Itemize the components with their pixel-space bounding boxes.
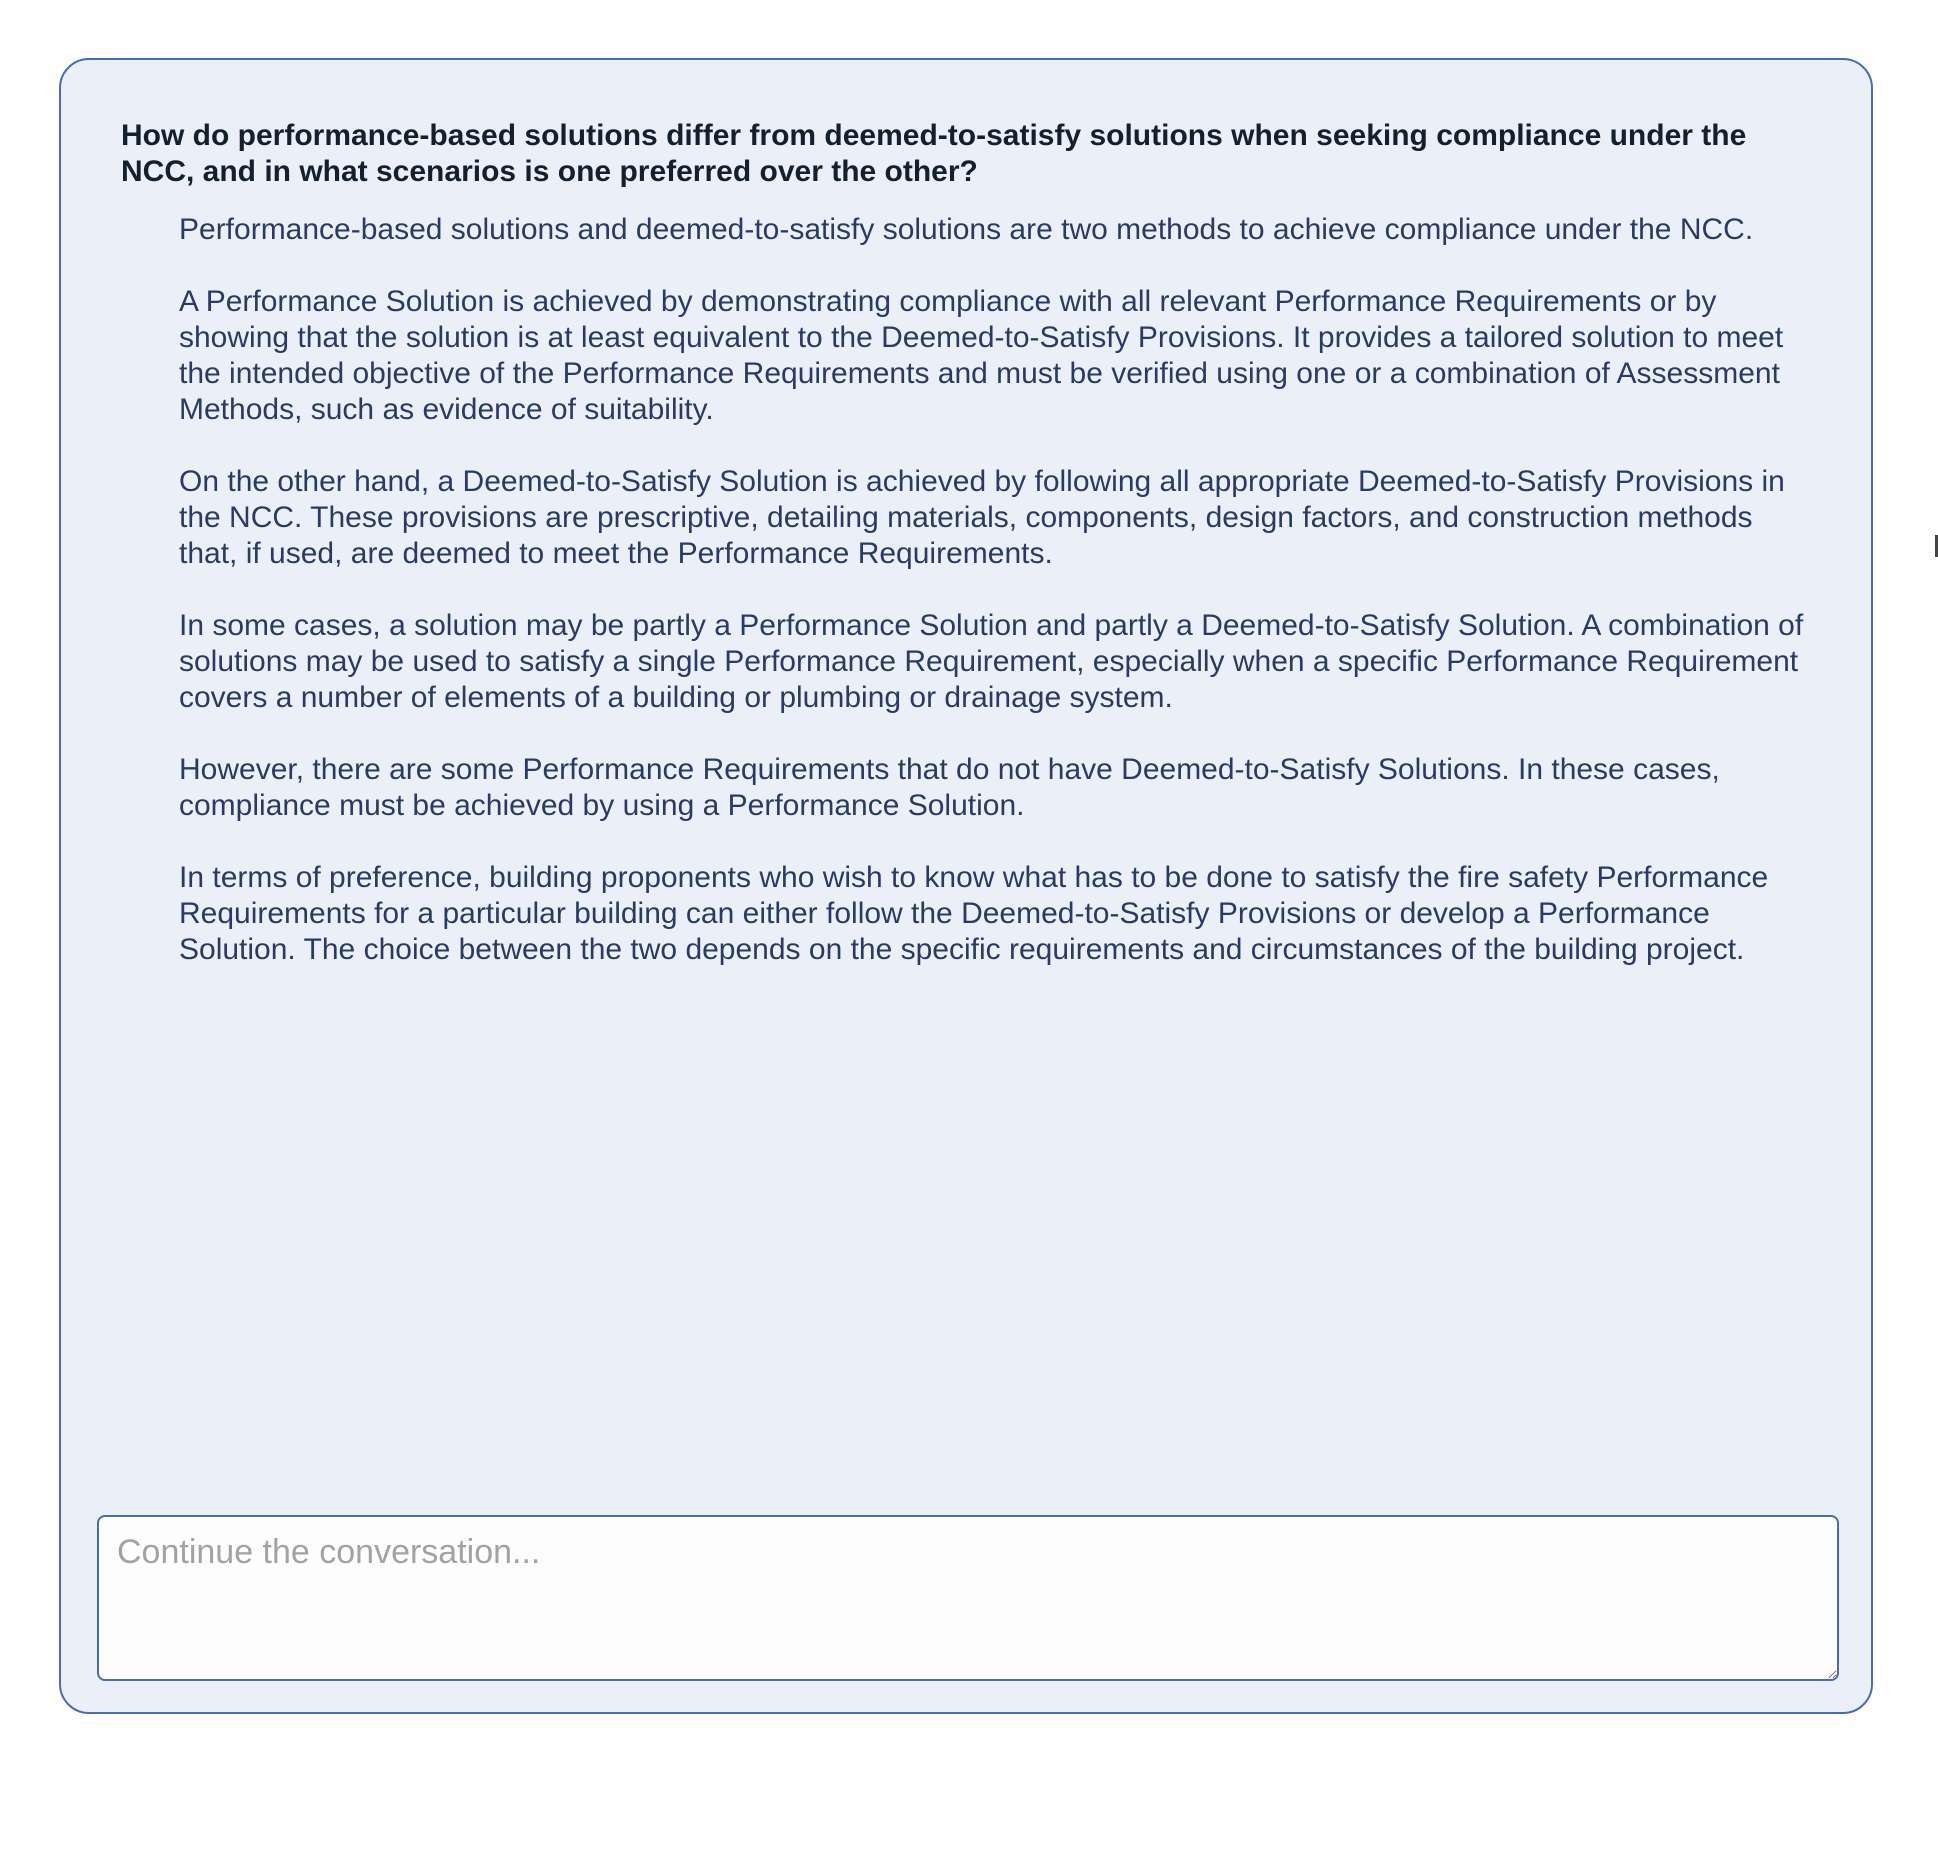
answer-paragraph: On the other hand, a Deemed-to-Satisfy Solution is achieved by following all appropriate Deemed-to-Satisfy Provisions in the NCC. These provisions are prescriptive, detailing materials, components, design factors, and construction methods that, if used, are deemed to meet the Performance Requirements. [179,465,1785,570]
continue-conversation-input[interactable] [97,1515,1839,1681]
chat-panel [59,58,1873,1714]
assistant-answer [179,212,1819,1004]
answer-paragraph: A Performance Solution is achieved by demonstrating compliance with all relevant Performance Requirements or by showing that the solution is at least equivalent to the Deemed-to-Satisfy Provisions. It provides a tailored solution to meet the intended objective of the Performance Requirements and must be verified using one or a combination of Assessment Methods, such as evidence of suitability. [179,285,1784,426]
answer-paragraph: In some cases, a solution may be partly a Performance Solution and partly a Deemed-to-Satisfy Solution. A combination of solutions may be used to satisfy a single Performance Requirement, especially when a specific Performance Requirement covers a number of elements of a building or plumbing or drainage system. [179,609,1804,714]
answer-paragraph: However, there are some Performance Requirements that do not have Deemed-to-Satisfy Solutions. In these cases, compliance must be achieved by using a Performance Solution. [179,753,1720,822]
user-question: How do performance-based solutions differ from deemed-to-satisfy solutions when seeking compliance under the NCC, and in what scenarios is one preferred over the other? [121,119,1747,188]
answer-paragraph: In terms of preference, building proponents who wish to know what has to be done to satisfy the fire safety Performance Requirements for a particular building can either follow the Deemed-to-Satisfy Provisions or develop a Performance Solution. The choice between the two depends on the specific requirements and circumstances of the building project. [179,861,1769,966]
answer-paragraph: Performance-based solutions and deemed-to-satisfy solutions are two methods to achieve compliance under the NCC. [179,213,1754,246]
